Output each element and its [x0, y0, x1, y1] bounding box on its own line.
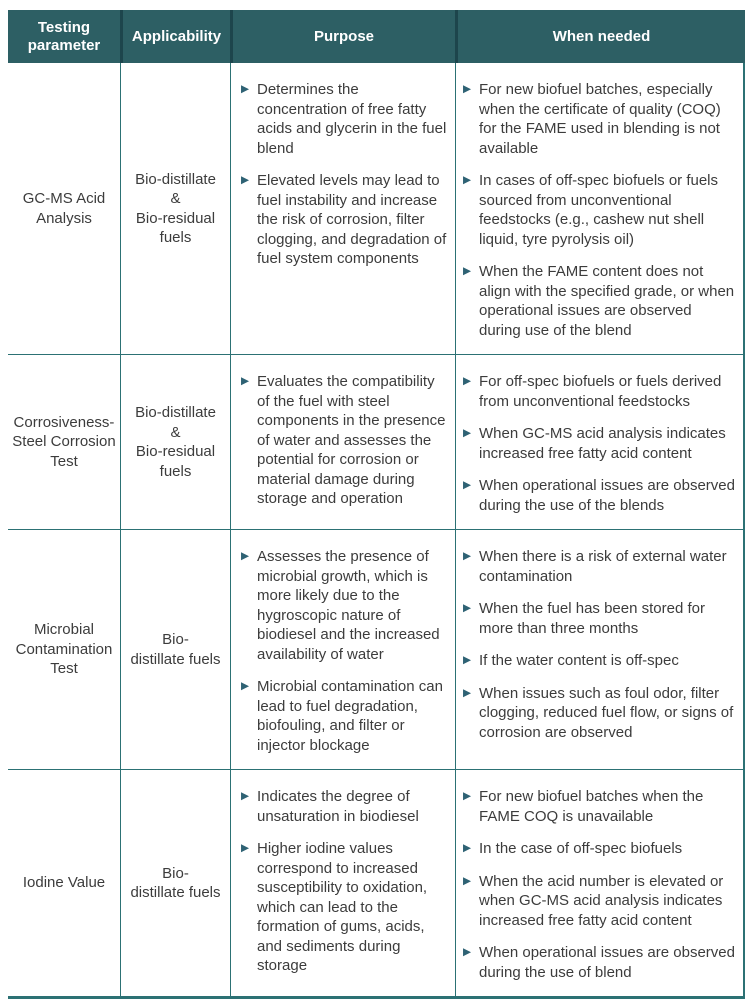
bullet-item-text: For new biofuel batches when the FAME COQ is unavailable	[479, 788, 704, 825]
bullet-item-text: For off-spec biofuels or fuels derived from unconventional feedstocks	[479, 373, 722, 410]
bullet-item	[463, 839, 737, 859]
bullet-item-text: When operational issues are observed during the use of the blends	[479, 477, 735, 514]
bullet-arrow-icon: ▶	[463, 83, 472, 95]
cell-text: Iodine Value	[22, 874, 106, 892]
bullet-item-text: When the FAME content does not align with the specified grade, or when operational issues are observed during use of the blend	[479, 263, 735, 339]
bullet-arrow-icon: ▶	[241, 375, 250, 387]
testing-parameter-cell	[8, 355, 120, 529]
cell-text: Bio-distillate & Bio-residual fuels	[135, 170, 216, 246]
bullet-item	[463, 943, 737, 982]
bullet-item	[463, 476, 737, 515]
purpose-cell	[230, 770, 455, 996]
bullet-item	[463, 684, 737, 743]
table-row	[8, 355, 743, 530]
applicability-cell	[120, 530, 230, 769]
bullet-item	[241, 677, 447, 755]
bullet-item-text: Assesses the presence of microbial growth, which is more likely due to the hygroscopic nature of biodiesel and the increased availability of water	[257, 548, 440, 663]
table-row	[8, 63, 743, 355]
bullet-arrow-icon: ▶	[241, 550, 250, 562]
testing-parameter-cell	[8, 530, 120, 769]
bullet-item-text: When the fuel has been stored for more than three months	[479, 600, 705, 637]
bullet-item	[241, 372, 447, 509]
bullet-item	[463, 80, 737, 158]
bullet-item-text: When there is a risk of external water contamination	[479, 548, 727, 585]
bullet-arrow-icon: ▶	[463, 602, 472, 614]
bullet-item	[241, 80, 447, 158]
cell-text: GC-MS Acid Analysis	[22, 190, 106, 227]
bullet-arrow-icon: ▶	[463, 479, 472, 491]
bullet-arrow-icon: ▶	[463, 427, 472, 439]
cell-text: Microbial Contamination Test	[15, 621, 113, 678]
bullet-arrow-icon: ▶	[241, 174, 250, 186]
cell-text: Bio- distillate fuels	[130, 864, 221, 901]
bullet-arrow-icon: ▶	[463, 654, 472, 666]
table-body	[8, 63, 745, 999]
applicability-cell	[120, 63, 230, 354]
bullet-arrow-icon: ▶	[463, 842, 472, 854]
bullet-arrow-icon: ▶	[241, 790, 250, 802]
bullet-item	[463, 262, 737, 340]
cell-text: Corrosiveness- Steel Corrosion Test	[12, 413, 116, 470]
bullet-item	[463, 424, 737, 463]
bullet-item-text: Elevated levels may lead to fuel instability and increase the risk of corrosion, filter clogging, and degradation of fuel system components	[257, 172, 447, 267]
table-row	[8, 770, 743, 999]
bullet-item-text: When GC-MS acid analysis indicates increased free fatty acid content	[479, 425, 726, 462]
bullet-item-text: If the water content is off-spec	[479, 652, 679, 669]
column-header-testing-parameter: Testing parameter	[27, 18, 101, 54]
bullet-arrow-icon: ▶	[463, 550, 472, 562]
testing-parameter-cell	[8, 770, 120, 996]
table-header-row	[8, 10, 745, 63]
when-needed-cell	[455, 355, 745, 529]
bullet-arrow-icon: ▶	[463, 265, 472, 277]
bullet-arrow-icon: ▶	[241, 680, 250, 692]
bullet-item-text: Indicates the degree of unsaturation in biodiesel	[257, 788, 419, 825]
bullet-arrow-icon: ▶	[463, 174, 472, 186]
bullet-item	[463, 651, 737, 671]
purpose-cell	[230, 63, 455, 354]
bullet-arrow-icon: ▶	[241, 83, 250, 95]
bullet-item	[463, 171, 737, 249]
bullet-item	[241, 547, 447, 664]
bullet-arrow-icon: ▶	[241, 842, 250, 854]
when-needed-cell	[455, 63, 745, 354]
bullet-item	[463, 787, 737, 826]
column-header-applicability: Applicability	[120, 10, 230, 63]
bullet-item	[463, 599, 737, 638]
bullet-item	[463, 872, 737, 931]
fuel-testing-parameters-table	[8, 10, 745, 999]
bullet-arrow-icon: ▶	[463, 375, 472, 387]
testing-parameter-cell	[8, 63, 120, 354]
purpose-cell	[230, 355, 455, 529]
bullet-arrow-icon: ▶	[463, 790, 472, 802]
bullet-item-text: In cases of off-spec biofuels or fuels sourced from unconventional feedstocks (e.g., cashew nut shell liquid, tyre pyrolysis oil)	[479, 172, 719, 248]
when-needed-cell	[455, 770, 745, 996]
bullet-item-text: For new biofuel batches, especially when the certificate of quality (COQ) for the FAME used in blending is not available	[479, 81, 721, 157]
applicability-cell	[120, 355, 230, 529]
bullet-item-text: When the acid number is elevated or when GC-MS acid analysis indicates increased free fatty acid content	[479, 872, 724, 929]
bullet-arrow-icon: ▶	[463, 946, 472, 958]
column-header-when-needed: When needed	[455, 10, 745, 63]
bullet-item-text: In the case of off-spec biofuels	[479, 840, 683, 857]
purpose-cell	[230, 530, 455, 769]
bullet-item	[241, 171, 447, 269]
bullet-arrow-icon: ▶	[463, 874, 472, 887]
column-header-purpose: Purpose	[230, 10, 455, 63]
cell-text: Bio- distillate fuels	[130, 631, 221, 668]
cell-text: Bio-distillate & Bio-residual fuels	[135, 404, 216, 480]
bullet-item-text: Microbial contamination can lead to fuel degradation, biofouling, and filter or injector blockage	[257, 678, 443, 754]
bullet-item	[463, 547, 737, 586]
applicability-cell	[120, 770, 230, 996]
table-row	[8, 530, 743, 770]
bullet-item-text: Determines the concentration of free fatty acids and glycerin in the fuel blend	[257, 81, 447, 157]
bullet-item-text: When operational issues are observed during the use of blend	[479, 944, 735, 981]
bullet-item	[241, 839, 447, 976]
when-needed-cell	[455, 530, 745, 769]
bullet-arrow-icon: ▶	[463, 686, 472, 699]
bullet-item-text: Higher iodine values correspond to increased susceptibility to oxidation, which can lead to the formation of gums, acids, and sediments during storage	[257, 840, 428, 974]
bullet-item	[463, 372, 737, 411]
bullet-item-text: Evaluates the compatibility of the fuel with steel components in the presence of water and assesses the potential for corrosion or material damage during storage and operation	[257, 373, 446, 507]
bullet-item	[241, 787, 447, 826]
bullet-item-text: When issues such as foul odor, filter clogging, reduced fuel flow, or signs of corrosion are observed	[479, 684, 734, 741]
